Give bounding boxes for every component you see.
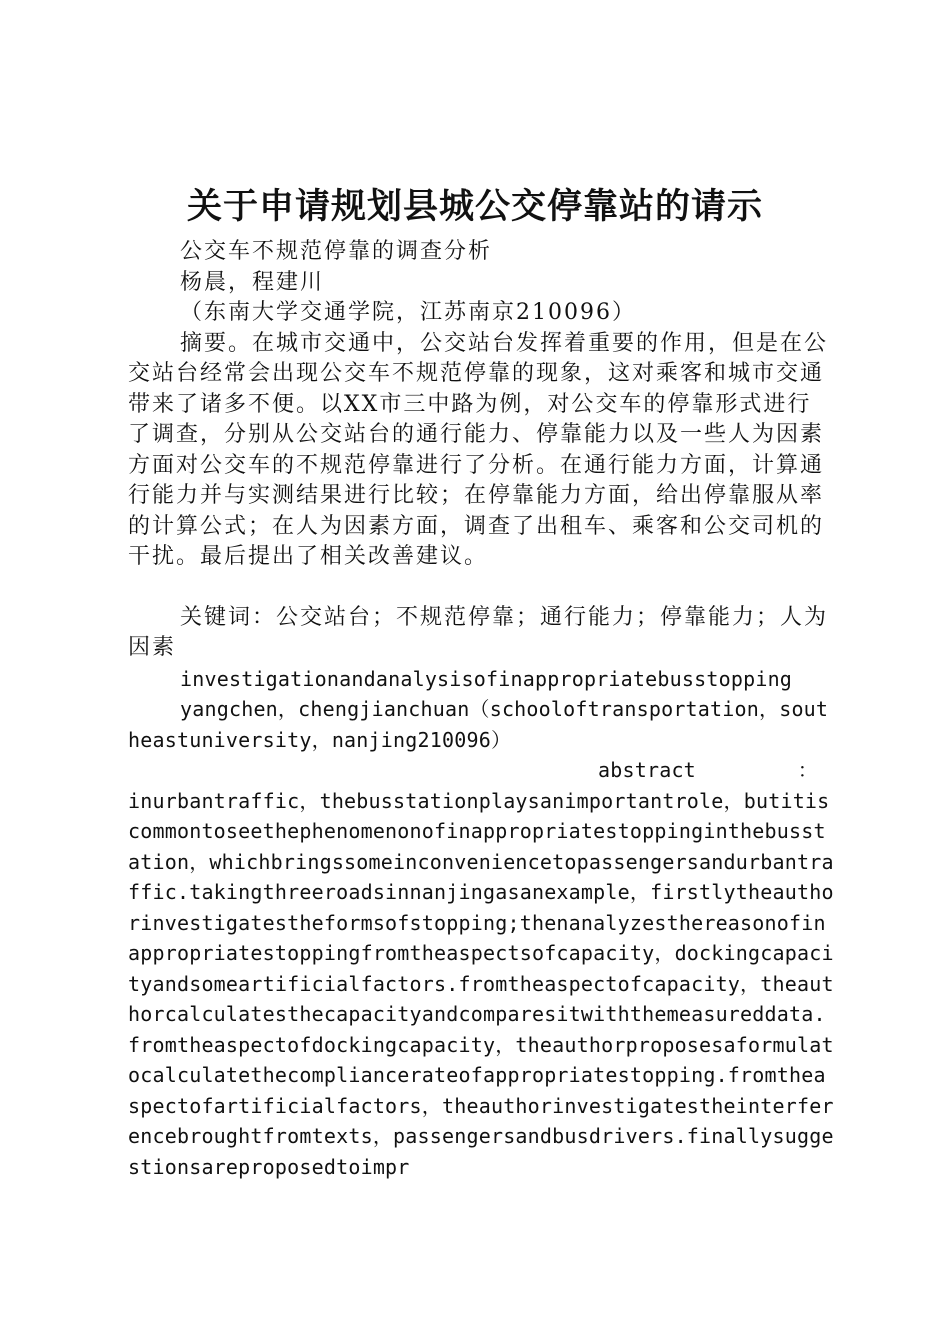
abstract-english-heading [128,755,834,786]
abstract-chinese: 摘要。在城市交通中，公交站台发挥着重要的作用，但是在公交站台经常会出现公交车不规范停靠的现象，这对乘客和城市交通带来了诸多不便。以XX市三中路为例，对公交车的停靠形式进行了调查，分别从公交站台的通行能力、停靠能力以及一些人为因素方面对公交车的不规范停靠进行了分析。在通行能力方面，计算通行能力并与实测结果进行比较；在停靠能力方面，给出停靠服从率的计算公式；在人为因素方面，调查了出租车、乘客和公交司机的干扰。最后提出了相关改善建议。 [128,330,829,569]
abstract-english-label: abstract [598,758,696,782]
keywords-chinese: 关键词：公交站台；不规范停靠；通行能力；停靠能力；人为因素 [128,604,829,660]
paper-subtitle: 公交车不规范停靠的调查分析 [180,239,493,264]
paper-affiliation: （东南大学交通学院，江苏南京210096） [180,300,636,325]
document-body [128,237,834,1182]
paper-title-english: investigationandanalysisofinappropriatebusstopping [180,666,793,691]
paper-authors: 杨晨，程建川 [180,269,325,295]
document-title: 关于申请规划县城公交停靠站的请示 [186,187,763,227]
paper-authors-english: yangchen，chengjianchuan（schooloftransportation，southeastuniversity，nanjing210096） [128,697,829,752]
abstract-english-colon: ： [797,758,818,782]
abstract-english: inurbantraffic，thebusstationplaysanimportantrole，butitiscommontoseethephenomenonofinappropriatestoppinginthebusstation，whichbringssomeinconveniencetopassengersandurbantraffic.takingthreeroadsinnanjingasanexample，firstlytheauthorinvestigatestheformsofstopping;thenanalyzesthereasonofinappropriatestoppingfromtheaspectsofcapacity，dockingcapacityandsomeartificialfactors.fromtheaspectofcapacity，theauthorcalculatesthecapacityandcomparesitwiththemeasureddata.fromtheaspectofdockingcapacity，theauthorproposesaformulatocalculatethecompliancerateofappropriatestopping.fromtheaspectofartificialfactors，theauthorinvestigatestheinterferencebroughtfromtexts，passengersandbusdrivers.finallysuggestionsareproposedtoimpr [128,788,834,1179]
